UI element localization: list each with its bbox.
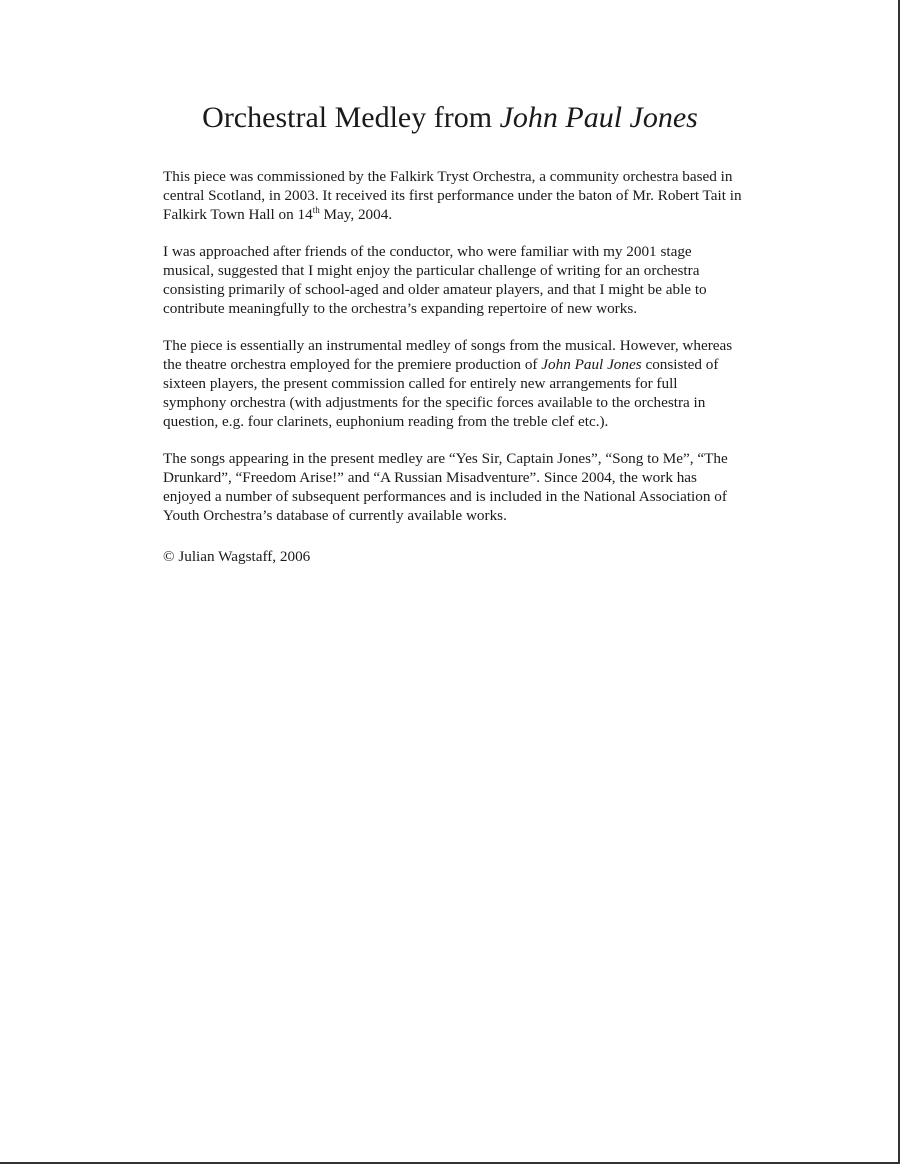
paragraph-approach: I was approached after friends of the conductor, who were familiar with my 2001 stage musical, suggested that I might enjoy the particular challenge of writing for an orchestra consisting primarily of school-aged and older amateur players, and that I might be able to contribute meaningfully to the orchestra’s expanding repertoire of new works. xyxy=(163,243,707,317)
title-italic: John Paul Jones xyxy=(499,101,698,134)
paragraph-songs: The songs appearing in the present medley are “Yes Sir, Captain Jones”, “Song to Me”, “The Drunkard”, “Freedom Arise!” and “A Russian Misadventure”. Since 2004, the work has enjoyed a number of subsequent performances and is included in the National Association of Youth Orchestra’s database of currently available works. xyxy=(163,450,728,524)
paragraph-commission xyxy=(163,167,743,224)
paragraph-medley-text-b: consisted of sixteen players, the present commission called for entirely new arrangements for full symphony orchestra (with adjustments for the specific forces available to the orchestra in question, e.g. four clarinets, euphonium reading from the treble clef etc.). xyxy=(163,356,719,430)
paragraph-commission-text: This piece was commissioned by the Falkirk Tryst Orchestra, a community orchestra based in central Scotland, in 2003. It received its first performance under the baton of Mr. Robert Tait in Falkirk Town Hall on 14 xyxy=(163,168,742,223)
title-prefix: Orchestral Medley from xyxy=(202,101,500,134)
paragraph-medley xyxy=(163,336,743,431)
paragraph-medley-italic: John Paul Jones xyxy=(541,356,642,373)
document-body xyxy=(163,167,743,581)
paragraph-commission-date: May, 2004. xyxy=(319,206,393,223)
paragraph-medley-text-a: The piece is essentially an instrumental medley of songs from the musical. However, whereas the theatre orchestra employed for the premiere production of xyxy=(163,337,733,373)
copyright-notice: © Julian Wagstaff, 2006 xyxy=(163,548,311,565)
ordinal-suffix: th xyxy=(312,204,320,215)
document-title xyxy=(0,98,900,138)
